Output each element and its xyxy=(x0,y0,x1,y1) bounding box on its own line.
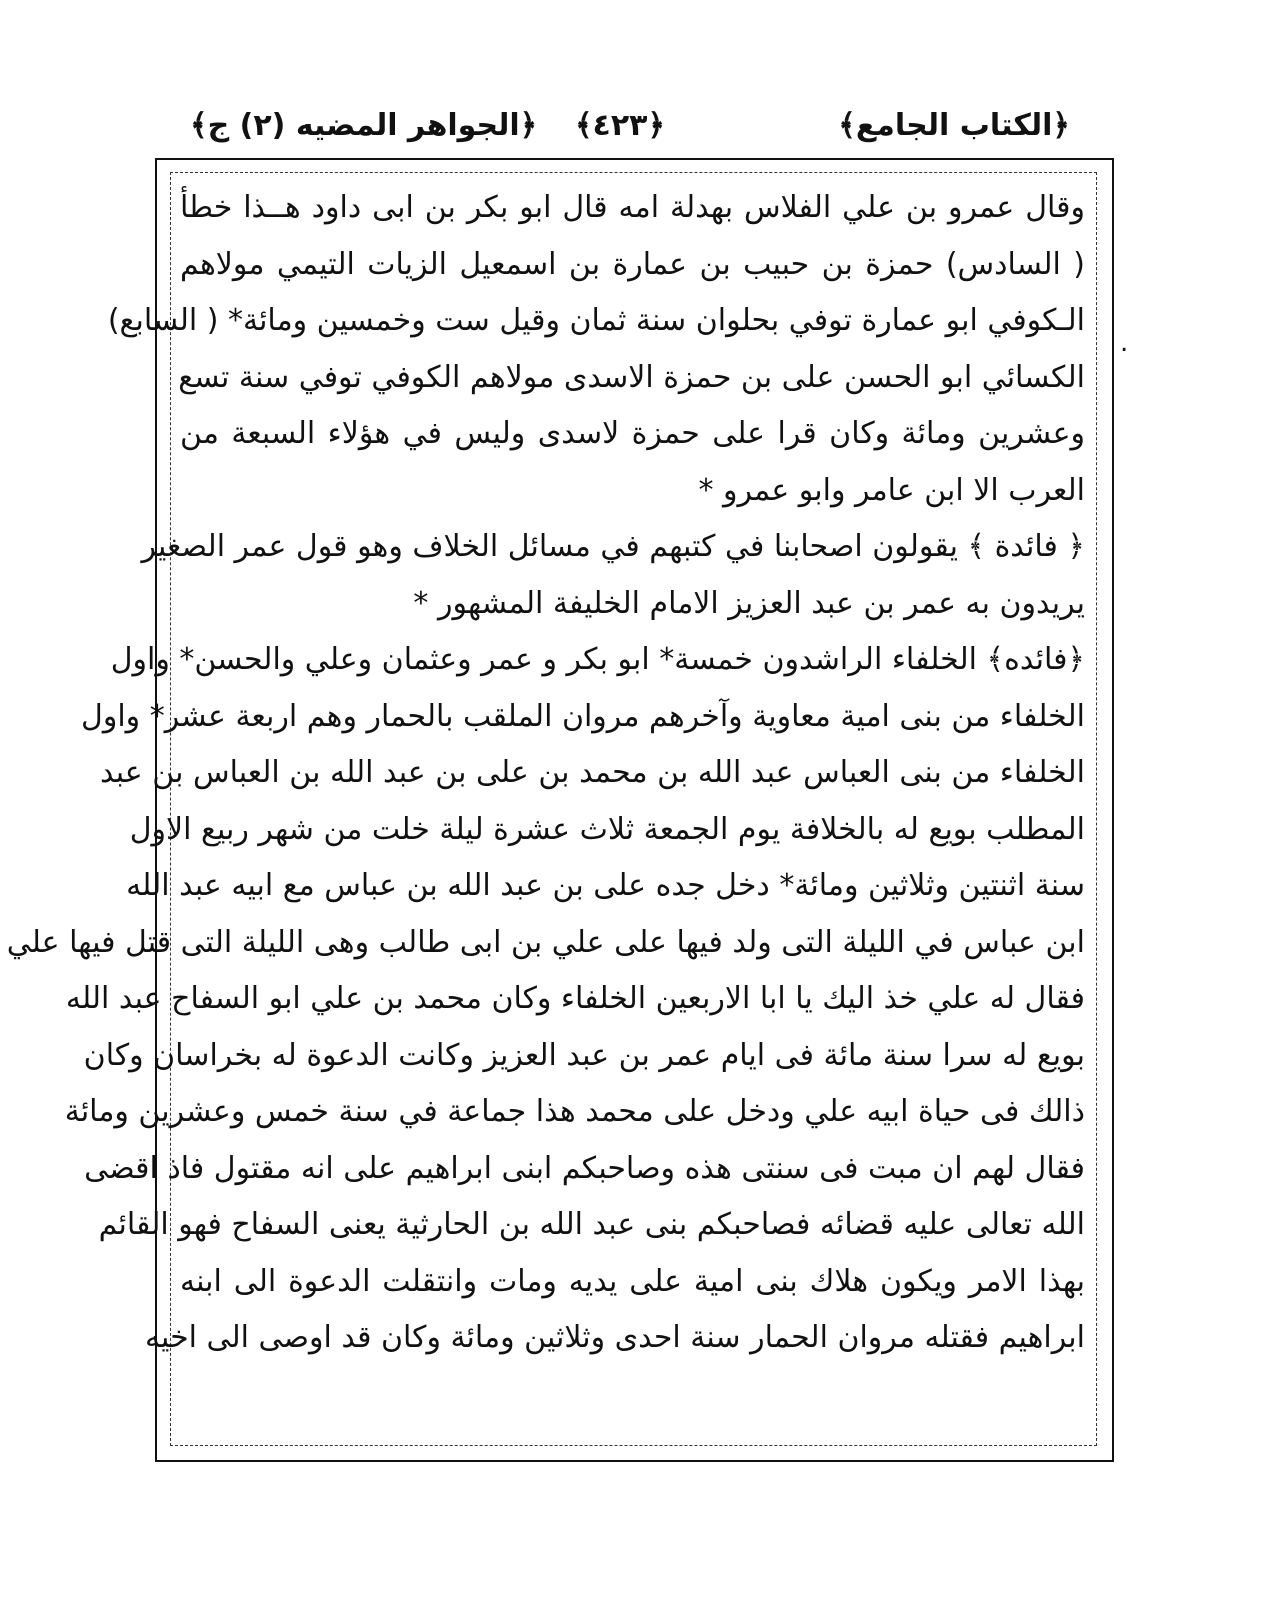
text-line: بهذا الامر ويكون هلاك بنى امية على يديه ومات وانتقلت الدعوة الى ابنه xyxy=(180,1263,1085,1299)
text-line: ابن عباس في الليلة التى ولد فيها على علي بن ابى طالب وهى الليلة التى قتل فيها علي xyxy=(6,924,1085,960)
text-body xyxy=(6,180,1085,1442)
page-header xyxy=(170,100,1070,156)
header-book-title: ﴿الجواهر المضيه (٢) ج﴾ xyxy=(190,108,538,143)
text-line: ابراهيم فقتله مروان الحمار سنة احدى وثلاثين ومائة وكان قد اوصى الى اخيه xyxy=(144,1320,1085,1355)
text-line: العرب الا ابن عامر وابو عمرو * xyxy=(698,472,1085,508)
margin-mark: . xyxy=(1120,328,1129,358)
text-line: فقال لهم ان مبت فى سنتى هذه وصاحبكم ابنى ابراهيم على انه مقتول فاذ اقضى xyxy=(84,1150,1085,1186)
text-line: وقال عمرو بن علي الفلاس بهدلة امه قال ابو بكر بن ابى داود هــذا خطأ xyxy=(180,190,1085,225)
text-line: ﴿ فائدة ﴾ يقولون اصحابنا في كتبهم في مسائل الخلاف وهو قول عمر الصغير xyxy=(141,529,1085,564)
header-chapter-title: ﴿الكتاب الجامع﴾ xyxy=(838,108,1070,143)
text-line: المطلب بويع له بالخلافة يوم الجمعة ثلاث عشرة ليلة خلت من شهر ربيع الاول xyxy=(129,811,1085,847)
text-line: الكسائي ابو الحسن على بن حمزة الاسدى مولاهم الكوفي توفي سنة تسع xyxy=(178,359,1085,395)
text-line: ( السادس) حمزة بن حبيب بن عمارة بن اسمعيل الزيات التيمي مولاهم xyxy=(180,246,1085,282)
text-line: ﴿فائده﴾ الخلفاء الراشدون خمسة* ابو بكر و عمر وعثمان وعلي والحسن* واول xyxy=(110,642,1085,677)
text-line: الله تعالى عليه قضائه فصاحبكم بنى عبد الله بن الحارثية يعنى السفاح فهو القائم xyxy=(98,1207,1085,1242)
text-line: ذالك فى حياة ابيه علي ودخل على محمد هذا جماعة في سنة خمس وعشرين ومائة xyxy=(64,1094,1085,1129)
text-line: الخلفاء من بنى العباس عبد الله بن محمد بن على بن عبد الله بن العباس بن عبد xyxy=(100,755,1085,790)
text-line: بويع له سرا سنة مائة فى ايام عمر بن عبد العزيز وكانت الدعوة له بخراسان وكان xyxy=(83,1037,1085,1073)
text-line: سنة اثنتين وثلاثين ومائة* دخل جده على بن عبد الله بن عباس مع ابيه عبد الله xyxy=(126,868,1085,903)
text-line: يريدون به عمر بن عبد العزيز الامام الخليفة المشهور * xyxy=(413,585,1085,621)
text-line: الـكوفي ابو عمارة توفي بحلوان سنة ثمان وقيل ست وخمسين ومائة* ( السابع) xyxy=(107,303,1085,338)
text-line: الخلفاء من بنى امية معاوية وآخرهم مروان الملقب بالحمار وهم اربعة عشر* واول xyxy=(81,698,1085,734)
text-line: وعشرين ومائة وكان قرا على حمزة لاسدى وليس في هؤلاء السبعة من xyxy=(180,416,1085,451)
page-number: ﴿٤٢٣﴾ xyxy=(574,108,666,143)
text-line: فقال له علي خذ اليك يا ابا الاربعين الخلفاء وكان محمد بن علي ابو السفاح عبد الله xyxy=(65,981,1085,1016)
